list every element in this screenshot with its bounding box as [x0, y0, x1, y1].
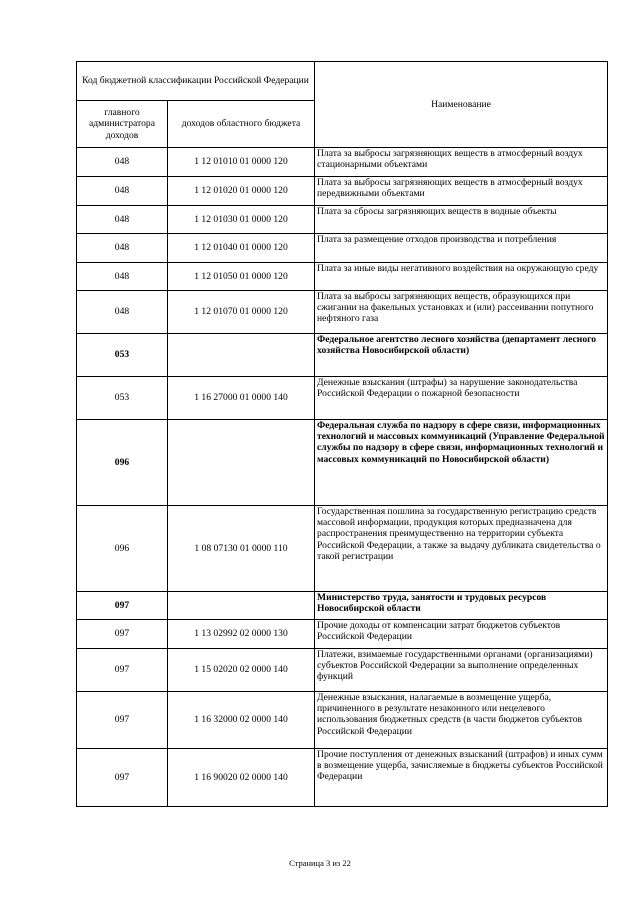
table-header-row: [77, 62, 608, 101]
revenue-code-cell: 1 16 32000 02 0000 140: [168, 692, 315, 749]
table-row: [77, 291, 608, 334]
admin-code-cell: 096: [77, 420, 168, 506]
revenue-code-cell: 1 12 01070 01 0000 120: [168, 291, 315, 334]
revenue-code-cell: [168, 592, 315, 620]
table-row: [77, 177, 608, 206]
table-row: [77, 749, 608, 807]
table-row: [77, 592, 608, 620]
name-cell: Федеральная служба по надзору в сфере связи, информационных технологий и массовых коммуникаций (Управление Федеральной службы по надзору в сфере связи, информационных технологий и массовых коммуникаций по Новосибирской области): [315, 420, 608, 506]
admin-code-cell: 097: [77, 592, 168, 620]
table-row: [77, 206, 608, 234]
revenue-code-cell: 1 12 01030 01 0000 120: [168, 206, 315, 234]
revenue-code-cell: 1 12 01040 01 0000 120: [168, 234, 315, 263]
name-cell: Плата за иные виды негативного воздействия на окружающую среду: [315, 263, 608, 291]
revenue-code-cell: 1 16 27000 01 0000 140: [168, 377, 315, 420]
budget-code-header: Код бюджетной классификации Российской Федерации: [77, 62, 315, 101]
name-cell: Федеральное агентство лесного хозяйства (департамент лесного хозяйства Новосибирской области): [315, 334, 608, 377]
revenue-code-cell: [168, 420, 315, 506]
name-cell: Прочие доходы от компенсации затрат бюджетов субъектов Российской Федерации: [315, 620, 608, 649]
revenue-code-cell: 1 12 01010 01 0000 120: [168, 148, 315, 177]
name-cell: Платежи, взимаемые государственными органами (организациями) субъектов Российской Федерации за выполнение определенных функций: [315, 649, 608, 692]
revenue-code-cell: 1 15 02020 02 0000 140: [168, 649, 315, 692]
name-cell: Плата за выбросы загрязняющих веществ, образующихся при сжигании на факельных установках и (или) рассеивании попутного нефтяного газа: [315, 291, 608, 334]
admin-code-cell: 048: [77, 291, 168, 334]
table-row: [77, 620, 608, 649]
table-row: [77, 377, 608, 420]
admin-code-cell: 097: [77, 649, 168, 692]
name-header: Наименование: [315, 62, 608, 148]
admin-code-cell: 097: [77, 749, 168, 807]
name-cell: Министерство труда, занятости и трудовых ресурсов Новосибирской области: [315, 592, 608, 620]
admin-code-cell: 097: [77, 620, 168, 649]
admin-code-cell: 053: [77, 334, 168, 377]
table-row: [77, 234, 608, 263]
revenue-code-cell: 1 13 02992 02 0000 130: [168, 620, 315, 649]
name-cell: Плата за выбросы загрязняющих веществ в атмосферный воздух передвижными объектами: [315, 177, 608, 206]
table-body: [77, 148, 608, 807]
regional-revenue-header: доходов областного бюджета: [168, 101, 315, 148]
admin-code-cell: 053: [77, 377, 168, 420]
admin-code-cell: 097: [77, 692, 168, 749]
table-row: [77, 334, 608, 377]
name-cell: Прочие поступления от денежных взысканий (штрафов) и иных сумм в возмещение ущерба, зачисляемые в бюджеты субъектов Российской Федерации: [315, 749, 608, 807]
name-cell: Плата за размещение отходов производства и потребления: [315, 234, 608, 263]
admin-code-cell: 048: [77, 263, 168, 291]
table-row: [77, 263, 608, 291]
table-row: [77, 649, 608, 692]
name-cell: Денежные взыскания, налагаемые в возмещение ущерба, причиненного в результате незаконного или нецелевого использования бюджетных средств (в части бюджетов субъектов Российской Федерации: [315, 692, 608, 749]
page-number: Страница 3 из 22: [289, 858, 351, 868]
name-cell: Плата за выбросы загрязняющих веществ в атмосферный воздух стационарными объектами: [315, 148, 608, 177]
table-row: [77, 420, 608, 506]
revenue-code-cell: 1 16 90020 02 0000 140: [168, 749, 315, 807]
admin-code-cell: 096: [77, 506, 168, 592]
name-cell: Государственная пошлина за государственную регистрацию средств массовой информации, продукция которых предназначена для распространения преимущественно на территории субъекта Российской Федерации, а также за выдачу дубликата свидетельства о такой регистрации: [315, 506, 608, 592]
name-cell: Денежные взыскания (штрафы) за нарушение законодательства Российской Федерации о пожарной безопасности: [315, 377, 608, 420]
admin-code-cell: 048: [77, 206, 168, 234]
table-row: [77, 692, 608, 749]
revenue-code-cell: [168, 334, 315, 377]
table-row: [77, 506, 608, 592]
revenue-code-cell: 1 12 01020 01 0000 120: [168, 177, 315, 206]
admin-code-cell: 048: [77, 148, 168, 177]
name-cell: Плата за сбросы загрязняющих веществ в водные объекты: [315, 206, 608, 234]
admin-code-cell: 048: [77, 234, 168, 263]
admin-code-cell: 048: [77, 177, 168, 206]
table-row: [77, 148, 608, 177]
revenue-code-cell: 1 08 07130 01 0000 110: [168, 506, 315, 592]
revenue-code-cell: 1 12 01050 01 0000 120: [168, 263, 315, 291]
revenue-code-table: [76, 61, 608, 807]
main-admin-header: главного администратора доходов: [77, 101, 168, 148]
